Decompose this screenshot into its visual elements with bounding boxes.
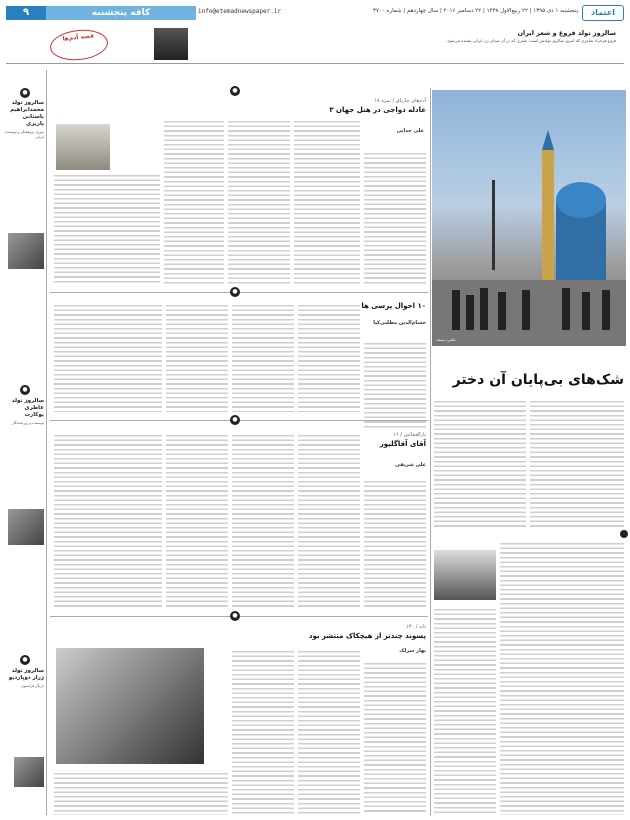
lead-text bbox=[434, 606, 496, 815]
intro-portrait bbox=[154, 28, 188, 60]
side-item bbox=[4, 398, 44, 545]
bullet-icon bbox=[620, 530, 628, 538]
article-text bbox=[232, 302, 294, 412]
photo-credit: عکس: مسجد bbox=[436, 338, 456, 342]
article-title: آقای آقاگلپور bbox=[379, 440, 426, 448]
article-author: علی شریفی bbox=[395, 462, 426, 468]
article-text bbox=[298, 302, 360, 412]
article-text bbox=[54, 172, 160, 285]
lead-text bbox=[530, 398, 624, 528]
lead-text bbox=[500, 540, 624, 815]
mosque-illustration bbox=[432, 90, 626, 346]
separator-icon: ● bbox=[20, 88, 30, 98]
article-text bbox=[166, 432, 228, 608]
article-text bbox=[232, 432, 294, 608]
side-text: بازیگر فرانسوی bbox=[21, 684, 44, 688]
article-text bbox=[54, 302, 162, 412]
dateline: پنجشنبه ۱ دی ۱۳۹۵ | ۲۲ ربیع‌الاول ۱۴۳۸ | ۲۲ دسامبر ۲۰۱۶ | سال چهاردهم | شماره ۳۷۰۰ bbox=[372, 8, 578, 14]
article-kicker: بازالعجائبی / ۱۶ bbox=[393, 432, 426, 438]
separator-icon: ● bbox=[230, 86, 240, 96]
email-link[interactable]: info@etemadnewspaper.ir bbox=[198, 8, 282, 15]
side-photo bbox=[14, 757, 44, 787]
side-title: سالروز تولد عاطری پوکارت bbox=[11, 398, 44, 418]
article-text bbox=[166, 302, 228, 412]
newspaper-logo-icon: اعتماد bbox=[582, 5, 624, 21]
article-text bbox=[232, 648, 294, 815]
separator-icon: ● bbox=[230, 611, 240, 621]
lead-title: شک‌های بی‌پایان آن دختر bbox=[452, 372, 624, 388]
trees-photo bbox=[56, 124, 110, 170]
article-text bbox=[298, 432, 360, 608]
article-text bbox=[364, 150, 426, 285]
mosque-photo bbox=[432, 90, 626, 346]
article-kicker: آدم‌های چارپاق / نمره ۱۸ bbox=[374, 98, 426, 104]
intro-stamp: قصه آدم‌ها bbox=[49, 27, 110, 63]
side-photo bbox=[8, 233, 44, 269]
article-title: ۱۰ احوال پرسی ها bbox=[361, 302, 426, 310]
article-text bbox=[228, 118, 290, 285]
side-item bbox=[4, 100, 44, 269]
side-text: نویسنده و روزنامه‌نگار bbox=[11, 421, 44, 425]
article-text bbox=[364, 660, 426, 815]
side-divider bbox=[46, 70, 47, 815]
separator-icon: ● bbox=[20, 655, 30, 665]
article-text bbox=[54, 770, 228, 815]
article-text bbox=[298, 648, 360, 815]
separator-icon: ● bbox=[230, 415, 240, 425]
separator-icon: ● bbox=[230, 287, 240, 297]
article-text bbox=[364, 478, 426, 608]
portrait-photo bbox=[56, 648, 204, 764]
article-author: علی خدایی bbox=[396, 128, 424, 134]
side-text: مورخ، پژوهشگر و نویسنده ایرانی bbox=[5, 130, 44, 139]
intro-text: فروغ فرخزاد شاعری که امروز سالروز تولدش است؛ شعری که در آن صدای زن ایرانی شنیده می‌شود. bbox=[446, 38, 616, 43]
page-number: ۹ bbox=[6, 6, 46, 20]
article-title: عادله دواجی در هتل جهان ۳ bbox=[329, 106, 426, 114]
article-author: بهار سرلک bbox=[399, 648, 426, 654]
article-text bbox=[294, 118, 360, 285]
lead-divider bbox=[430, 88, 431, 815]
separator-icon: ● bbox=[20, 385, 30, 395]
article-kicker: تابه / ۱۳۰ bbox=[406, 624, 426, 630]
article-text bbox=[364, 340, 426, 428]
intro-title: سالروز تولد فروغ و شعر ایران bbox=[517, 29, 616, 37]
article-author: حسام‌الدین مطلبی‌کیا bbox=[373, 320, 426, 326]
side-title: سالروز تولد ژرار دوپاردیو bbox=[8, 668, 44, 681]
article-text bbox=[164, 118, 224, 285]
side-item bbox=[4, 668, 44, 787]
section-title: کافه پنجشنبه bbox=[46, 6, 196, 20]
side-title: سالروز تولد محمدابراهیم باستانی پاریزی bbox=[10, 100, 44, 127]
side-photo bbox=[8, 509, 44, 545]
lead-text bbox=[434, 398, 526, 528]
article-text bbox=[54, 432, 162, 608]
article-title: پسوند چندتر از هیچکاک منتشر بود bbox=[308, 632, 426, 640]
gallery-photo bbox=[434, 550, 496, 600]
